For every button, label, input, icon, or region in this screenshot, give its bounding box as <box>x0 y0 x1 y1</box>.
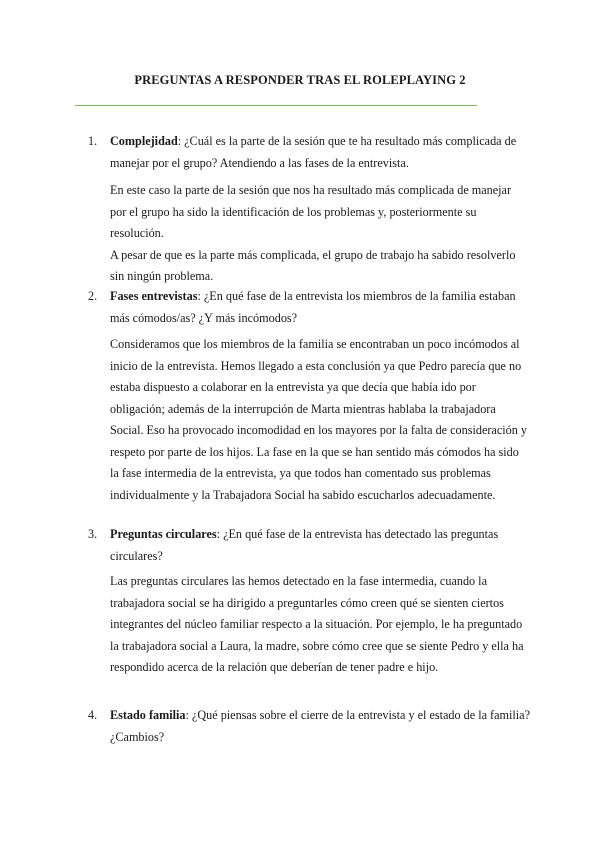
question-number: 4. <box>88 708 98 722</box>
question-text <box>110 524 530 567</box>
question-number: 2. <box>88 289 98 303</box>
page-title: PREGUNTAS A RESPONDER TRAS EL ROLEPLAYING 2 <box>134 73 466 87</box>
question-label: Estado familia <box>110 708 186 722</box>
answer-paragraph: Consideramos que los miembros de la familia se encontraban un poco incómodos al inicio de la entrevista. Hemos llegado a esta conclusión ya que Pedro parecía que no estaba dispuesto a colaborar en la entrevista ya que decía que había ido por obligación; además de la interrupción de Marta mientras hablaba la trabajadora Social. Eso ha provocado incomodidad en los mayores por la falta de consideración y respeto por parte de los hijos. La fase en la que se han sentido más cómodos ha sido la fase intermedia de la entrevista, ya que todos han comentado sus problemas individualmente y la Trabajadora Social ha sabido escucharlos adecuadamente. <box>110 337 527 502</box>
answer-paragraph: Las preguntas circulares las hemos detectado en la fase intermedia, cuando la trabajadora social se ha dirigido a preguntarles cómo creen qué se sienten ciertos integrantes del núcleo familiar respecto a la situación. Por ejemplo, le ha preguntado la trabajadora social a Laura, la madre, sobre cómo cree que se siente Pedro y ella ha respondido acerca de la relación que deberían de tener padre e hijo. <box>110 574 524 674</box>
question-number: 1. <box>88 134 98 148</box>
question-label: Preguntas circulares <box>110 527 217 541</box>
question-text <box>110 131 530 174</box>
question-body: : ¿Qué piensas sobre el cierre de la entrevista y el estado de la familia? ¿Cambios? <box>110 708 530 744</box>
question-label: Complejidad <box>110 134 178 148</box>
answer-paragraph: En este caso la parte de la sesión que nos ha resultado más complicada de manejar por el grupo ha sido la identificación de los problemas y, posteriormente su resolución. <box>110 183 512 240</box>
question-text <box>110 705 530 748</box>
answer-paragraph: A pesar de que es la parte más complicada, el grupo de trabajo ha sabido resolverlo sin ningún problema. <box>110 247 516 283</box>
answer-3 <box>110 571 530 679</box>
answer-1 <box>110 180 530 288</box>
question-number: 3. <box>88 527 98 541</box>
question-text <box>110 286 530 329</box>
question-label: Fases entrevistas <box>110 289 198 303</box>
question-body: : ¿En qué fase de la entrevista los miembros de la familia estaban más cómodos/as? ¿Y más incómodos? <box>110 289 516 325</box>
title-divider <box>75 105 477 106</box>
answer-2 <box>110 334 530 506</box>
question-body: : ¿Cuál es la parte de la sesión que te ha resultado más complicada de manejar por el grupo? Atendiendo a las fases de la entrevista. <box>110 134 517 170</box>
question-body: : ¿En qué fase de la entrevista has detectado las preguntas circulares? <box>110 527 499 563</box>
